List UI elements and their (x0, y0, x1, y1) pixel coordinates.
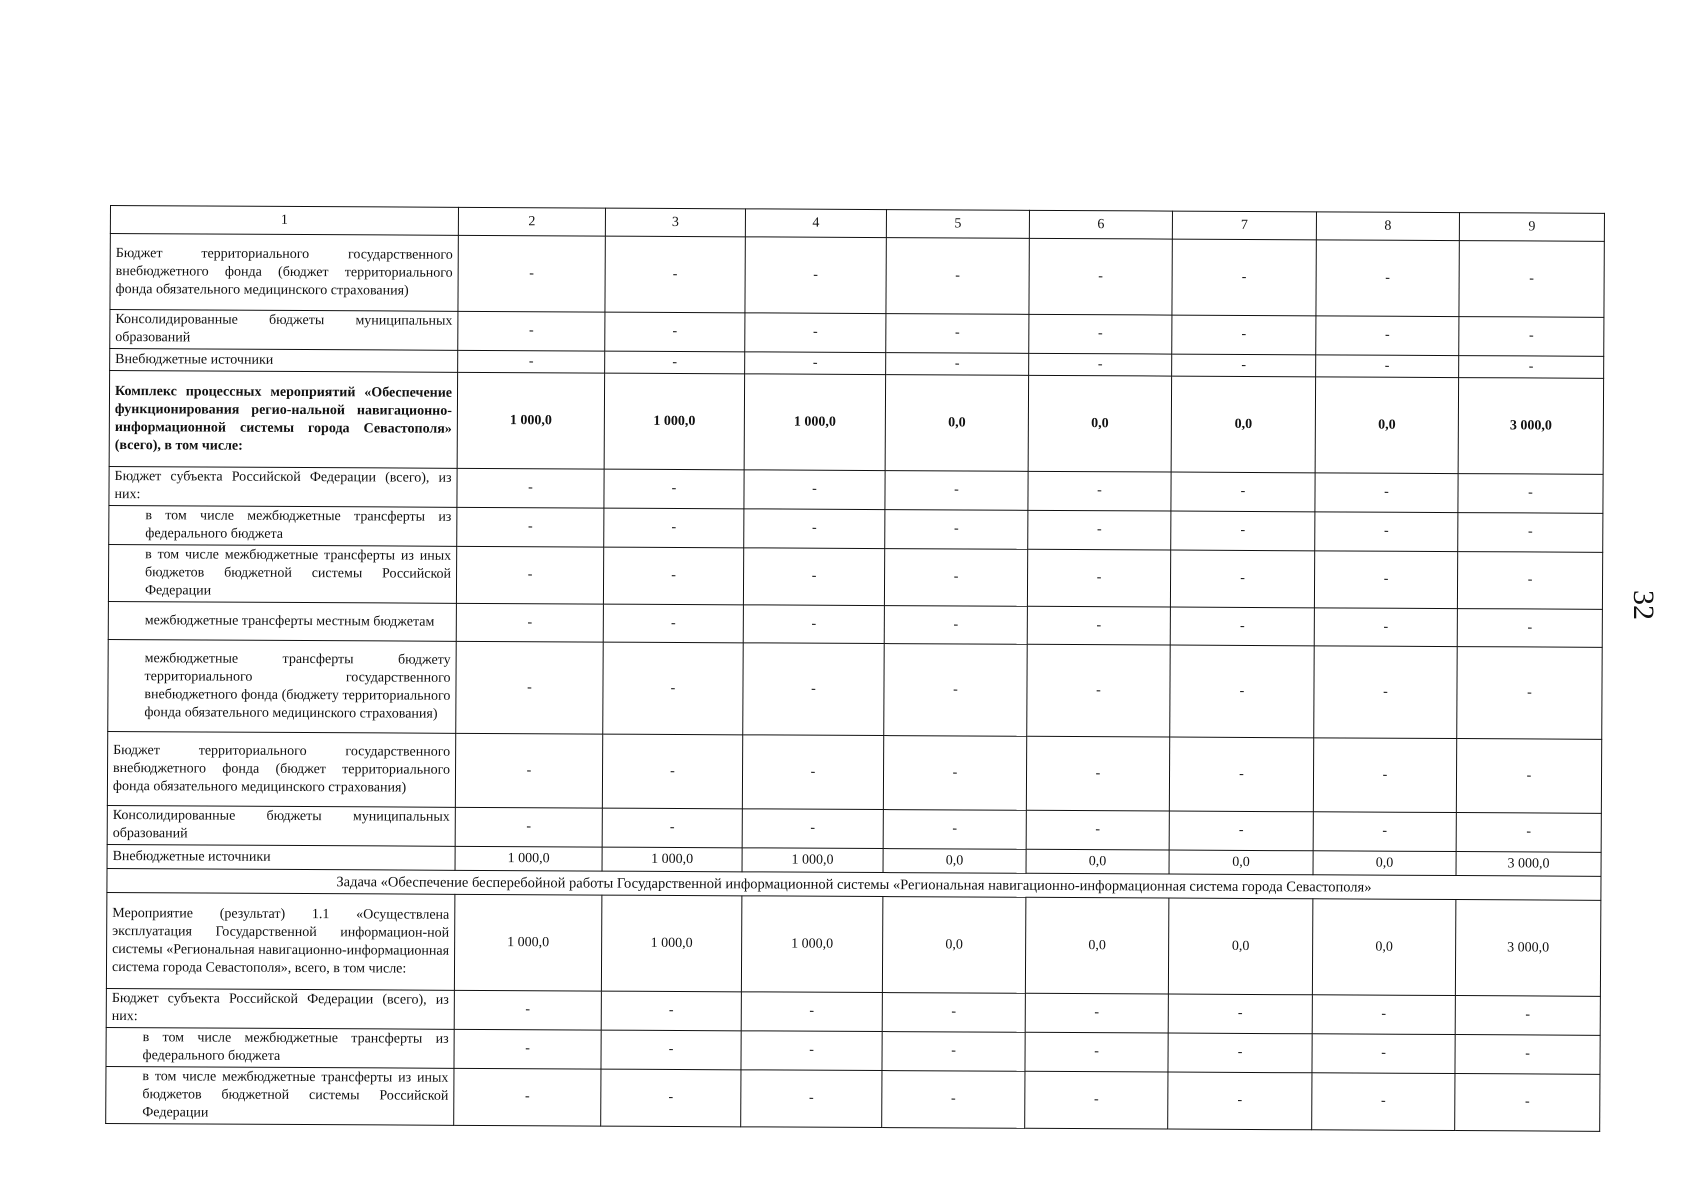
table-row (107, 731, 1601, 813)
col-header-9: 9 (1459, 213, 1604, 242)
cell-col-7: 0,0 (1169, 850, 1313, 875)
cell-col-9: 3 000,0 (1455, 900, 1601, 997)
cell-col-4: - (743, 643, 884, 736)
cell-col-7: - (1168, 1072, 1312, 1130)
cell-col-5: 0,0 (882, 897, 1026, 994)
cell-col-6: - (1026, 736, 1169, 811)
cell-col-3: - (601, 1069, 741, 1127)
cell-col-2: - (457, 507, 604, 547)
cell-col-5: - (884, 606, 1027, 645)
row-label: Внебюджетные источники (107, 844, 455, 870)
cell-col-4: - (743, 605, 884, 644)
row-label: Мероприятие (результат) 1.1 «Осуществлена эксплуатация Государственной информацион-ной системы «Региональная навигационно-информационная система города Севастополя», всего, в том числе: (106, 892, 454, 990)
row-label: межбюджетные трансферты местным бюджетам (108, 601, 456, 641)
cell-col-9: 3 000,0 (1458, 378, 1604, 475)
row-label: Комплекс процессных мероприятий «Обеспечение функционирования регио-нальной навигационно-информационной системы города Севастополя» (всего), в том числе: (109, 371, 457, 469)
cell-col-5: - (883, 810, 1026, 850)
col-header-3: 3 (605, 208, 745, 237)
budget-table-body (106, 206, 1605, 1132)
row-label: Консолидированные бюджеты муниципальных образований (107, 805, 455, 846)
cell-col-3: - (605, 351, 745, 374)
row-label: Бюджет субъекта Российской Федерации (всего), из них: (106, 988, 454, 1029)
cell-col-5: - (882, 1032, 1025, 1072)
cell-col-8: - (1316, 240, 1459, 317)
cell-col-7: - (1172, 315, 1316, 355)
cell-col-2: - (455, 733, 602, 808)
col-header-5: 5 (886, 210, 1029, 239)
cell-col-4: - (741, 1031, 882, 1071)
cell-col-9: 3 000,0 (1456, 852, 1601, 877)
cell-col-5: 0,0 (883, 849, 1026, 874)
cell-col-8: 0,0 (1315, 377, 1459, 474)
row-label: в том числе межбюджетные трансферты из иных бюджетов бюджетной системы Российской Федерации (108, 544, 456, 603)
cell-col-9: - (1457, 647, 1602, 740)
cell-col-9: - (1458, 474, 1603, 514)
cell-col-8: - (1313, 812, 1456, 852)
table-row (106, 1066, 1600, 1131)
cell-col-2: - (454, 1029, 601, 1069)
cell-col-8: - (1314, 608, 1457, 647)
cell-col-4: - (745, 352, 886, 375)
cell-col-6: - (1025, 1032, 1168, 1072)
cell-col-2: - (458, 235, 605, 312)
cell-col-3: - (604, 508, 744, 548)
cell-col-4: - (744, 470, 885, 510)
cell-col-2: - (455, 807, 602, 847)
cell-col-7: - (1168, 994, 1312, 1034)
col-header-2: 2 (458, 207, 605, 236)
row-label: межбюджетные трансферты бюджету территориального государственного внебюджетного фонда (бюджету территориального фонда обязательного медицинского страхования) (108, 639, 456, 733)
table-row (110, 234, 1604, 318)
cell-col-2: - (454, 990, 601, 1030)
cell-col-3: - (603, 642, 743, 735)
cell-col-3: - (601, 991, 741, 1031)
cell-col-8: - (1312, 995, 1455, 1035)
cell-col-2: - (456, 546, 603, 604)
cell-col-3: - (602, 808, 742, 848)
cell-col-9: - (1459, 356, 1604, 379)
col-header-6: 6 (1029, 210, 1172, 239)
row-label: в том числе межбюджетные трансферты из федерального бюджета (106, 1027, 454, 1068)
cell-col-9: - (1455, 1074, 1600, 1132)
cell-col-3: - (604, 469, 744, 509)
cell-col-7: - (1168, 1033, 1312, 1073)
cell-col-5: - (885, 471, 1028, 511)
cell-col-3: - (605, 236, 745, 313)
cell-col-6: - (1025, 993, 1168, 1033)
cell-col-2: - (457, 468, 604, 508)
cell-col-6: - (1028, 510, 1171, 550)
cell-col-6: - (1026, 810, 1169, 850)
cell-col-5: - (886, 353, 1029, 376)
cell-col-3: 1 000,0 (601, 895, 742, 992)
cell-col-9: - (1456, 813, 1601, 853)
cell-col-5: - (883, 736, 1026, 811)
cell-col-6: - (1027, 606, 1170, 645)
cell-col-7: - (1171, 511, 1315, 551)
cell-col-4: - (742, 809, 883, 849)
cell-col-4: 1 000,0 (744, 374, 886, 471)
cell-col-6: - (1028, 471, 1171, 511)
cell-col-2: 1 000,0 (457, 372, 605, 469)
cell-col-4: - (742, 735, 883, 810)
cell-col-9: - (1459, 241, 1604, 318)
cell-col-9: - (1455, 1035, 1600, 1075)
cell-col-4: - (744, 509, 885, 549)
row-label: в том числе межбюджетные трансферты из федерального бюджета (109, 505, 457, 546)
cell-col-8: - (1314, 551, 1457, 609)
cell-col-9: - (1458, 513, 1603, 553)
cell-col-3: - (605, 312, 745, 352)
budget-table (105, 205, 1605, 1132)
cell-col-2: - (456, 641, 603, 734)
cell-col-6: - (1029, 314, 1172, 354)
cell-col-8: - (1316, 316, 1459, 356)
cell-col-7: - (1170, 550, 1314, 608)
cell-col-9: - (1457, 552, 1602, 610)
cell-col-8: 0,0 (1312, 899, 1456, 996)
cell-col-7: - (1172, 354, 1316, 377)
cell-col-8: - (1312, 1073, 1455, 1131)
cell-col-8: - (1313, 738, 1456, 813)
cell-col-4: 1 000,0 (742, 848, 883, 873)
row-label: Бюджет территориального государственного внебюджетного фонда (бюджет территориального фонда обязательного медицинского страхования) (107, 731, 455, 807)
cell-col-2: 1 000,0 (455, 846, 602, 871)
cell-col-3: - (603, 547, 743, 605)
cell-col-4: - (741, 992, 882, 1032)
cell-col-3: - (603, 604, 743, 643)
cell-col-5: - (882, 993, 1025, 1033)
cell-col-2: - (456, 603, 603, 642)
cell-col-4: - (741, 1070, 882, 1128)
row-label: Внебюджетные источники (110, 349, 458, 373)
cell-col-2: - (458, 350, 605, 373)
cell-col-8: - (1315, 512, 1458, 552)
cell-col-2: 1 000,0 (454, 894, 602, 991)
cell-col-7: - (1169, 737, 1313, 812)
col-header-4: 4 (745, 209, 886, 238)
cell-col-6: - (1027, 549, 1170, 607)
cell-col-9: - (1456, 739, 1601, 814)
cell-col-5: - (886, 314, 1029, 354)
row-label: Консолидированные бюджеты муниципальных образований (110, 310, 458, 351)
cell-col-8: - (1312, 1034, 1455, 1074)
table-row (108, 544, 1602, 609)
cell-col-6: - (1025, 1071, 1168, 1129)
col-header-8: 8 (1316, 212, 1459, 241)
page-number: 32 (1627, 590, 1660, 620)
cell-col-8: - (1316, 355, 1459, 378)
cell-col-7: 0,0 (1168, 898, 1313, 995)
cell-col-3: - (601, 1030, 741, 1070)
cell-col-3: - (602, 734, 742, 809)
row-label: в том числе межбюджетные трансферты из иных бюджетов бюджетной системы Российской Федерации (106, 1066, 454, 1125)
table-row (108, 639, 1602, 739)
cell-col-5: - (884, 549, 1027, 607)
cell-col-6: - (1029, 238, 1172, 315)
cell-col-2: - (454, 1068, 601, 1126)
cell-col-3: 1 000,0 (604, 373, 745, 470)
cell-col-5: 0,0 (885, 375, 1029, 472)
cell-col-8: - (1314, 646, 1457, 739)
cell-col-7: - (1172, 239, 1316, 316)
row-label: Бюджет субъекта Российской Федерации (всего), из них: (109, 466, 457, 507)
col-header-7: 7 (1172, 211, 1316, 240)
cell-col-5: - (885, 510, 1028, 550)
cell-col-3: 1 000,0 (602, 847, 742, 872)
cell-col-8: 0,0 (1313, 851, 1456, 876)
measure-row (106, 892, 1600, 996)
cell-col-9: - (1457, 609, 1602, 648)
complex-row (109, 371, 1603, 475)
cell-col-2: - (458, 311, 605, 351)
cell-col-7: 0,0 (1171, 376, 1316, 473)
cell-col-4: - (743, 548, 884, 606)
task-title: Задача «Обеспечение бесперебойной работы Государственной информационной системы «Региональная навигационно-информационная система города Севастополя» (107, 868, 1601, 900)
cell-col-5: - (882, 1071, 1025, 1129)
cell-col-6: 0,0 (1025, 897, 1169, 994)
cell-col-4: - (745, 237, 886, 314)
cell-col-8: - (1315, 473, 1458, 513)
cell-col-9: - (1459, 317, 1604, 357)
cell-col-4: - (745, 313, 886, 353)
cell-col-7: - (1169, 811, 1313, 851)
cell-col-7: - (1170, 607, 1314, 646)
cell-col-6: - (1027, 644, 1170, 737)
row-label: Бюджет территориального государственного внебюджетного фонда (бюджет территориального фонда обязательного медицинского страхования) (110, 234, 458, 312)
cell-col-6: - (1029, 353, 1172, 376)
cell-col-4: 1 000,0 (741, 896, 883, 993)
cell-col-7: - (1170, 645, 1314, 738)
cell-col-5: - (884, 644, 1027, 737)
cell-col-7: - (1171, 472, 1315, 512)
cell-col-5: - (886, 238, 1029, 315)
cell-col-6: 0,0 (1028, 375, 1172, 472)
col-header-1: 1 (110, 206, 458, 236)
cell-col-6: 0,0 (1026, 849, 1169, 874)
cell-col-9: - (1455, 996, 1600, 1036)
